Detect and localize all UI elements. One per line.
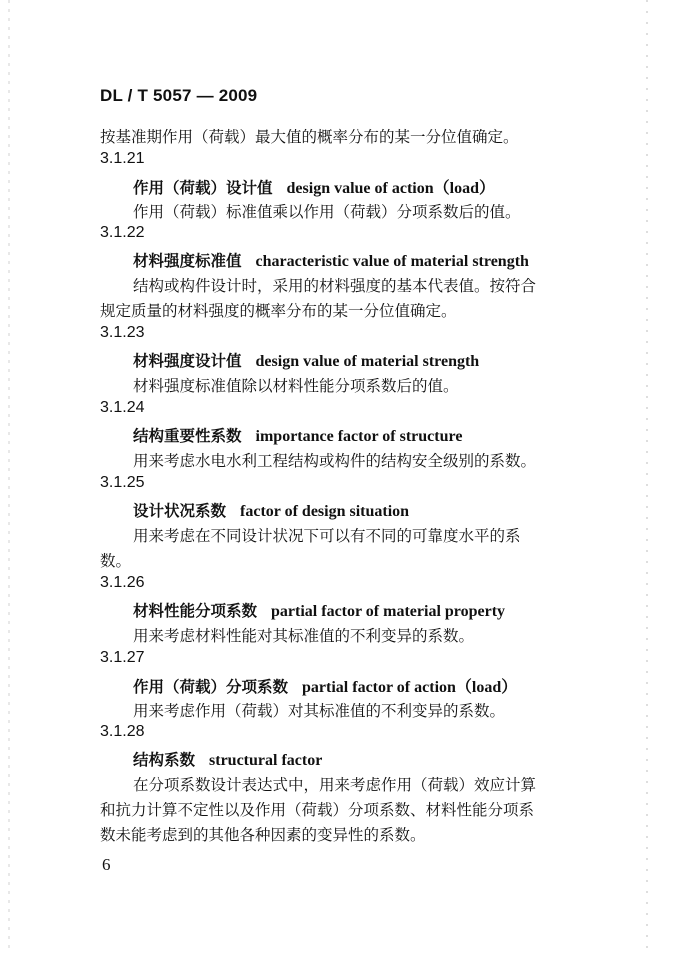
definition-line: 结构或构件设计时，采用的材料强度的基本代表值。按符合: [133, 277, 537, 295]
term-en: characteristic value of material strength: [255, 253, 529, 270]
definition-line: 数未能考虑到的其他各种因素的变异性的系数。: [100, 826, 426, 844]
term-zh: 材料强度设计值: [133, 352, 242, 370]
definition-line: 规定质量的材料强度的概率分布的某一分位值确定。: [100, 302, 457, 320]
term-heading: [133, 424, 462, 446]
definition-line: 在分项系数设计表达式中，用来考虑作用（荷载）效应计算: [133, 776, 537, 794]
term-en: design value of material strength: [255, 353, 480, 370]
term-heading: [133, 599, 505, 621]
term-zh: 设计状况系数: [133, 502, 227, 520]
term-en: factor of design situation: [240, 503, 410, 520]
term-heading: [133, 674, 517, 697]
definition-line: 和抗力计算不定性以及作用（荷载）分项系数、材料性能分项系: [100, 801, 535, 819]
definition-line: 用来考虑作用（荷载）对其标准值的不利变异的系数。: [133, 702, 506, 720]
term-en: partial factor of material property: [271, 603, 506, 620]
clause-number: 3.1.28: [100, 723, 145, 740]
term-en: importance factor of structure: [255, 428, 463, 445]
term-en: structural factor: [209, 752, 323, 769]
definition-line: 用来考虑在不同设计状况下可以有不同的可靠度水平的系: [133, 527, 521, 545]
document-header: DL / T 5057 — 2009: [100, 86, 258, 105]
term-en: design value of action（load）: [286, 180, 495, 197]
clause-number: 3.1.24: [100, 399, 145, 416]
clause-number: 3.1.26: [100, 574, 145, 591]
clause-number: 3.1.23: [100, 324, 145, 341]
term-en: partial factor of action（load）: [302, 679, 518, 696]
term-zh: 材料性能分项系数: [133, 602, 258, 620]
clause-number: 3.1.25: [100, 474, 145, 491]
clause-number: 3.1.21: [100, 150, 145, 167]
term-zh: 结构重要性系数: [133, 427, 242, 445]
term-heading: [133, 349, 479, 371]
scan-left-edge: [8, 0, 10, 953]
definition-line: 材料强度标准值除以材料性能分项系数后的值。: [133, 377, 459, 395]
term-zh: 作用（荷载）分项系数: [133, 678, 289, 696]
term-heading: [133, 249, 529, 271]
scan-right-edge: [646, 0, 648, 953]
page-number: 6: [102, 855, 111, 874]
clause-number: 3.1.22: [100, 224, 145, 241]
definition-line: 数。: [100, 552, 132, 570]
term-heading: [133, 175, 495, 198]
term-heading: [133, 748, 322, 770]
intro-text: 按基准期作用（荷载）最大值的概率分布的某一分位值确定。: [100, 128, 519, 146]
definition-line: 作用（荷载）标准值乘以作用（荷载）分项系数后的值。: [133, 203, 521, 221]
definition-line: 用来考虑水电水利工程结构或构件的结构安全级别的系数。: [133, 452, 537, 470]
clause-number: 3.1.27: [100, 649, 145, 666]
term-heading: [133, 499, 409, 521]
definition-line: 用来考虑材料性能对其标准值的不利变异的系数。: [133, 627, 475, 645]
term-zh: 结构系数: [133, 751, 196, 769]
term-zh: 作用（荷载）设计值: [133, 179, 273, 197]
term-zh: 材料强度标准值: [133, 252, 242, 270]
